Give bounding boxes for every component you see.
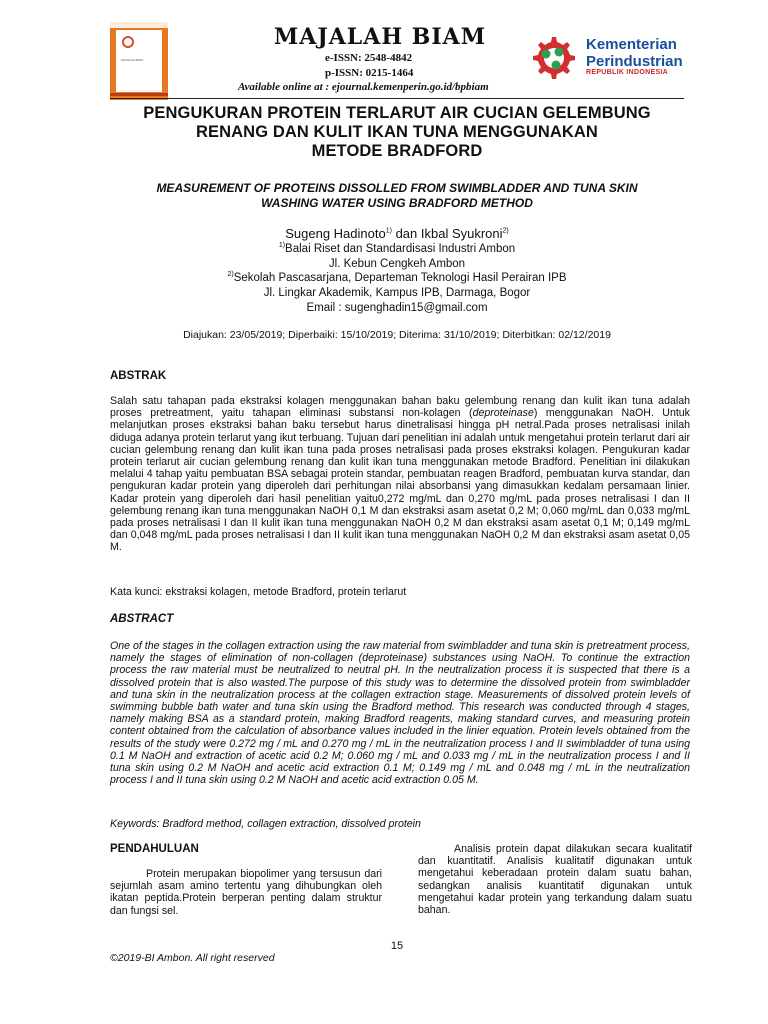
submission-dates: Diajukan: 23/05/2019; Diperbaiki: 15/10/2019; Diterima: 31/10/2019; Diterbitkan: 02/12/2019 <box>183 329 611 341</box>
affiliation-2-address: Jl. Lingkar Akademik, Kampus IPB, Darmaga, Bogor <box>263 287 531 299</box>
paper-subtitle-line1: MEASUREMENT OF PROTEINS DISSOLLED FROM SWIMBLADDER AND TUNA SKIN <box>156 181 638 195</box>
paper-title-line3: METODE BRADFORD <box>311 142 483 160</box>
author-1: Sugeng Hadinoto <box>285 226 386 241</box>
author-2: dan Ikbal Syukroni <box>391 226 503 241</box>
journal-cover-thumbnail: MAJALAH BIAM <box>110 22 168 100</box>
paper-title-line1: PENGUKURAN PROTEIN TERLARUT AIR CUCIAN GELEMBUNG <box>143 104 651 122</box>
pendahuluan-right-column: Analisis protein dapat dilakukan secara kualitatif dan kuantitatif. Analisis kualitatif digunakan untuk mengetahui keberadaan protein dalam suatu bahan, sedangkan analisis kuantitatif digunakan untuk mengetahui kadar protein yang terkandung dalam suatu bahan. <box>418 843 692 917</box>
abstract-keywords: Keywords: Bradford method, collagen extraction, dissolved protein <box>110 818 421 830</box>
pendahuluan-heading: PENDAHULUAN <box>110 843 199 855</box>
pendahuluan-left-column: Protein merupakan biopolimer yang tersusun dari sejumlah asam amino tertentu yang dihubungkan oleh ikatan peptida.Protein berperan penting dalam struktur dan fungsi sel. <box>110 868 382 917</box>
paper-title-line2: RENANG DAN KULIT IKAN TUNA MENGGUNAKAN <box>196 123 598 141</box>
affiliation-2: $^{2)}$Sekolah Pascasarjana, Departeman Teknologi Hasil Perairan IPB <box>227 271 567 284</box>
journal-url: Available online at : ejournal.kemenperin.go.id/bpbiam <box>238 81 489 93</box>
institution-logo-icon <box>122 36 134 48</box>
affiliation-1-address: Jl. Kebun Cengkeh Ambon <box>328 258 466 270</box>
affiliation-1: $^{1)}$Balai Riset dan Standardisasi Industri Ambon <box>278 242 516 255</box>
abstrak-heading: ABSTRAK <box>110 370 167 382</box>
kemenperin-gear-logo-icon <box>526 34 578 84</box>
journal-name: MAJALAH BIAM <box>273 24 487 50</box>
eissn: e-ISSN: 2548-4842 <box>325 52 413 64</box>
logo-text-kementerian: Kementerian <box>586 36 677 53</box>
page-number: 15 <box>390 940 404 952</box>
author-list: Sugeng Hadinoto$^{1)}$ dan Ikbal Syukroni$^{2)}$ <box>285 226 509 241</box>
pissn: p-ISSN: 0215-1464 <box>325 67 414 79</box>
abstract-heading: ABSTRACT <box>110 613 174 625</box>
abstrak-text: Salah satu tahapan pada ekstraksi kolagen menggunakan bahan baku gelembung renang dan kulit ikan tuna adalah proses pretreatment, yaitu tahapan eliminasi substansi non-kolagen (deproteinase) menggunakan NaOH. Untuk melanjutkan proses ekstraksi bahan baku tersebut harus dinetralisasi hingga pH netral.Pada proses netralisasi inilah diduga adanya protein terlarut yang ikut terbuang. Tujuan dari penelitian ini adalah untuk mengetahui protein terlarut dari air cucian gelembung renang dan kulit ikan tuna pada proses netralisasi pada proses ekstraksi kolagen. Pengukuran kadar protein terlarut air cucian gelembung renang dan kulit ikan tuna menggunakan metode Bradford. Penelitian ini dilakukan melalui 4 tahap yaitu pembuatan BSA sebagai protein standar, pembuatan reagen Bradford, pembuatan kurva standar, dan pengukuran kadar protein yang diperoleh dari perhitungan nilai absorbansi yang dimasukkan kedalam persamaan linier. Kadar protein yang diperoleh dari hasil penelitian yaitu0,272 mg/mL dan 0,270 mg/mL pada proses netralisasi I dan II gelembung renang ikan tuna menggunakan NaOH 0,1 M dan ekstraksi asam asetat 0,2 M; 0,060 mg/mL dan 0,033 mg/mL pada proses netralisasi I dan II kulit ikan tuna menggunakan NaOH 0,2 M dan ekstraksi asam asetat 0,1 M; 0,149 mg/mL dan 0,048 mg/mL pada proses netralisasi I dan II kulit ikan tuna menggunakan NaOH 0,2 M dan ekstraksi asam asetat 0,05 M. <box>110 395 690 554</box>
copyright-notice: ©2019-BI Ambon. All right reserved <box>110 952 275 964</box>
paper-subtitle-line2: WASHING WATER USING BRADFORD METHOD <box>261 196 533 210</box>
logo-text-republik: REPUBLIK INDONESIA <box>586 69 669 76</box>
abstract-text: One of the stages in the collagen extraction using the raw material from swimbladder and tuna skin is pretreatment process, namely the stages of elimination of non-collagen (deproteinase) substances using NaOH. To continue the extraction process the raw material must be neutralized to neutral pH. In the neutralization process it is suspected that there is a dissolved protein that is also wasted.The purpose of this study was to determine the dissolved protein from swimbladder and tuna skin in the neutralization process at the collagen extraction stage. Measurements of dissolved protein levels of swimming bubble bath water and tuna skin using the Bradford method. This research was conducted through 4 stages, namely making BSA as a standard protein, making Bradford reagents, making standard curves, and measuring protein content obtained from the calculation of absorbance values included in the linier equation. Protein levels obtained from the results of the study were 0.272 mg / mL and 0.270 mg / mL in the neutralization process I and II swimbladder of tuna using 0.1 M NaOH and extraction of acetic acid 0.2 M; 0.060 mg / mL and 0.033 mg / mL in the neutralization process I and II tuna skin using 0.2 M NaOH and acetic acid extraction 0.1 M; 0.149 mg / mL and 0.048 mg / mL in the neutralization process I and II tuna skin using 0.2 M NaOH and acetic acid extraction 0.05 M. <box>110 640 690 787</box>
author-email: Email : sugenghadin15@gmail.com <box>306 302 488 314</box>
abstrak-keywords: Kata kunci: ekstraksi kolagen, metode Bradford, protein terlarut <box>110 586 407 598</box>
logo-text-perindustrian: Perindustrian <box>586 53 683 70</box>
header-divider <box>110 98 684 99</box>
